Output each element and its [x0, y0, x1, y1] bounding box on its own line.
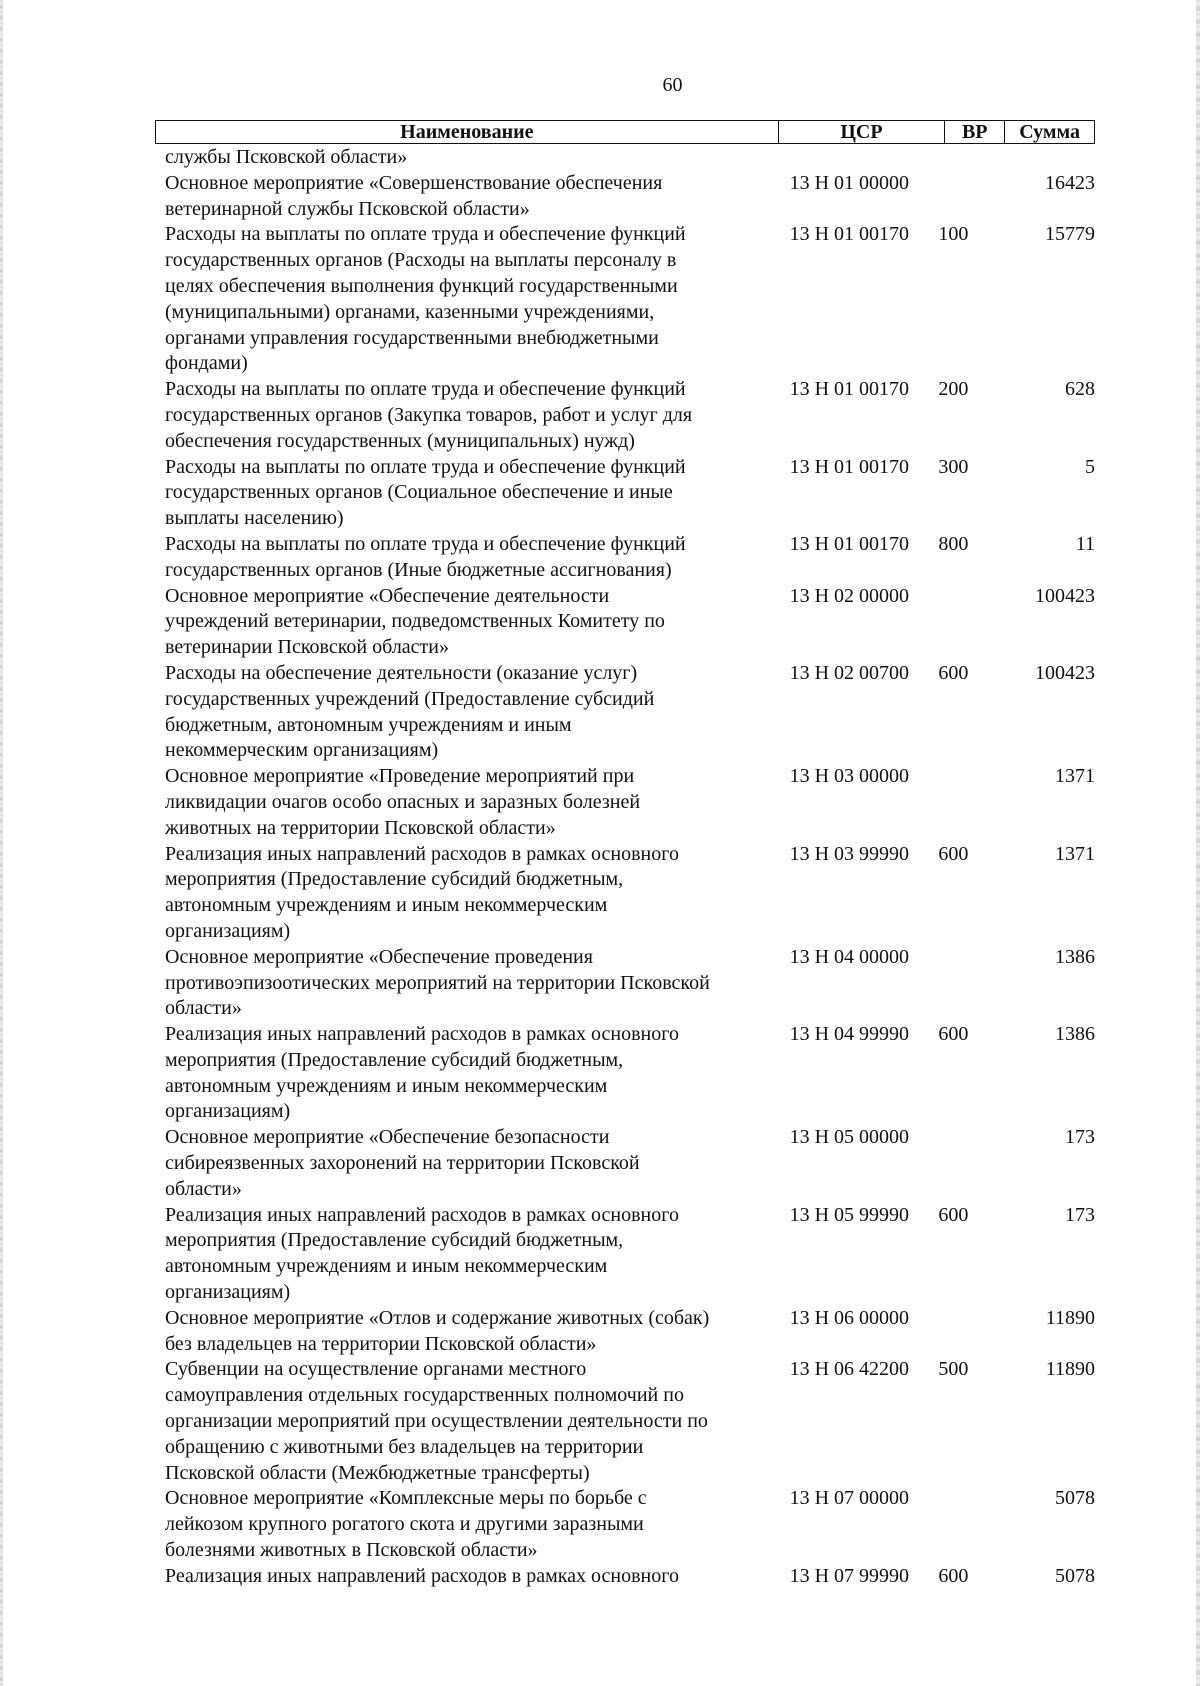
table-row — [155, 584, 1095, 661]
table-row — [155, 1306, 1095, 1358]
row-name-line: лейкозом крупного рогатого скота и другими заразными — [165, 1513, 644, 1536]
row-sum: 11 — [1075, 532, 1095, 555]
row-name-line: Реализация иных направлений расходов в рамках основного — [165, 842, 679, 865]
row-name-line: ветеринарии Псковской области» — [165, 636, 449, 659]
row-name-line: органами управления государственными внебюджетными — [165, 326, 659, 349]
row-csr: 13 Н 07 99990 — [789, 1564, 910, 1587]
row-name-line: Реализация иных направлений расходов в рамках основного — [165, 1564, 679, 1587]
row-vr: 600 — [938, 661, 969, 684]
row-vr: 600 — [938, 1023, 969, 1046]
row-name-line: учреждений ветеринарии, подведомственных Комитету по — [165, 610, 665, 633]
row-name — [155, 532, 790, 584]
table-row — [155, 764, 1095, 841]
header-vr: ВР — [944, 121, 1004, 143]
row-name-line: автономным учреждениям и иным некоммерческим — [165, 1255, 608, 1278]
row-sum: 11890 — [1045, 1306, 1095, 1329]
table-row — [155, 222, 1095, 377]
row-name — [155, 1486, 790, 1563]
row-name-line: организации мероприятий при осуществлении деятельности по — [165, 1410, 708, 1433]
row-vr: 500 — [938, 1358, 969, 1381]
row-name — [155, 842, 790, 945]
row-name-line: Расходы на обеспечение деятельности (оказание услуг) — [165, 661, 638, 684]
row-name-line: бюджетным, автономным учреждениям и иным — [165, 713, 572, 736]
row-name — [155, 661, 790, 764]
row-name-line: самоуправления отдельных государственных полномочий по — [165, 1384, 684, 1407]
table-header — [155, 120, 1095, 144]
row-name-line: ветеринарной службы Псковской области» — [165, 197, 530, 220]
row-name — [155, 377, 790, 454]
row-sum: 173 — [1065, 1126, 1095, 1149]
row-name — [155, 1306, 790, 1358]
row-csr: 13 Н 02 00000 — [789, 584, 910, 607]
header-name: Наименование — [400, 121, 534, 143]
table-row — [155, 1203, 1095, 1306]
row-name-line: государственных органов (Иные бюджетные ассигнования) — [165, 558, 672, 581]
row-csr: 13 Н 01 00170 — [789, 532, 910, 555]
row-vr: 600 — [938, 842, 969, 865]
row-name-line: целях обеспечения выполнения функций государственными — [165, 274, 678, 297]
table-row — [155, 1357, 1095, 1486]
row-name-line: Основное мероприятие «Обеспечение безопасности — [165, 1126, 610, 1149]
row-name-line: выплаты населению) — [165, 507, 344, 530]
row-name-line: государственных органов (Расходы на выплаты персоналу в — [165, 249, 677, 272]
row-vr — [934, 1486, 996, 1563]
row-name — [155, 171, 790, 223]
row-name — [155, 455, 790, 532]
table-row — [155, 1564, 1095, 1590]
row-name-line: области» — [165, 1177, 242, 1200]
row-name-line: Субвенции на осуществление органами местного — [165, 1358, 587, 1381]
row-name — [155, 764, 790, 841]
row-name-line: Расходы на выплаты по оплате труда и обеспечение функций — [165, 378, 686, 401]
table-row — [155, 455, 1095, 532]
row-sum: 5 — [1085, 455, 1095, 478]
table-row — [155, 377, 1095, 454]
row-vr — [934, 145, 996, 171]
table-row — [155, 1125, 1095, 1202]
row-vr — [934, 1306, 996, 1358]
row-name-line: мероприятия (Предоставление субсидий бюджетным, — [165, 868, 624, 891]
row-name-line: мероприятия (Предоставление субсидий бюджетным, — [165, 1048, 624, 1071]
row-name-line: автономным учреждениям и иным некоммерческим — [165, 1074, 608, 1097]
row-csr: 13 Н 05 00000 — [789, 1126, 910, 1149]
row-csr: 13 Н 05 99990 — [789, 1203, 910, 1226]
row-name-line: Реализация иных направлений расходов в рамках основного — [165, 1023, 679, 1046]
row-name-line: организациям) — [165, 1100, 291, 1123]
row-sum: 628 — [1065, 378, 1095, 401]
row-vr: 800 — [938, 532, 969, 555]
row-csr: 13 Н 06 00000 — [789, 1306, 910, 1329]
budget-table — [155, 120, 1095, 1590]
row-csr: 13 Н 04 00000 — [789, 945, 910, 968]
row-vr — [934, 764, 996, 841]
row-name — [155, 1125, 790, 1202]
table-row — [155, 532, 1095, 584]
row-csr: 13 Н 06 42200 — [789, 1358, 910, 1381]
row-name — [155, 1564, 790, 1590]
row-csr: 13 Н 03 99990 — [789, 842, 910, 865]
row-sum: 1386 — [1055, 945, 1095, 968]
row-name-line: Основное мероприятие «Обеспечение деятельности — [165, 584, 610, 607]
table-row — [155, 145, 1095, 171]
row-vr — [934, 945, 996, 1022]
table-body — [155, 145, 1095, 1590]
row-name-line: обращению с животными без владельцев на территории — [165, 1435, 644, 1458]
row-name-line: Расходы на выплаты по оплате труда и обеспечение функций — [165, 223, 686, 246]
row-name-line: Основное мероприятие «Обеспечение проведения — [165, 945, 593, 968]
row-sum: 100423 — [1035, 584, 1095, 607]
row-csr: 13 Н 07 00000 — [789, 1487, 910, 1510]
row-vr: 100 — [938, 223, 969, 246]
row-vr — [934, 171, 996, 223]
row-sum: 16423 — [1045, 171, 1095, 194]
row-name-line: области» — [165, 997, 242, 1020]
row-sum — [996, 145, 1095, 171]
row-sum: 173 — [1065, 1203, 1095, 1226]
row-name-line: фондами) — [165, 352, 248, 375]
row-sum: 11890 — [1045, 1358, 1095, 1381]
row-sum: 1371 — [1055, 842, 1095, 865]
table-row — [155, 1486, 1095, 1563]
row-name — [155, 1203, 790, 1306]
row-sum: 5078 — [1055, 1564, 1095, 1587]
table-row — [155, 842, 1095, 945]
row-sum: 1371 — [1055, 765, 1095, 788]
table-row — [155, 661, 1095, 764]
scan-edge-left — [0, 0, 3, 1686]
row-name-line: Расходы на выплаты по оплате труда и обеспечение функций — [165, 455, 686, 478]
row-name — [155, 145, 790, 171]
row-sum: 100423 — [1035, 661, 1095, 684]
row-csr: 13 Н 04 99990 — [789, 1023, 910, 1046]
row-name-line: противоэпизоотических мероприятий на территории Псковской — [165, 971, 710, 994]
row-name-line: Основное мероприятие «Комплексные меры по борьбе с — [165, 1487, 647, 1510]
scan-edge-right — [1196, 0, 1200, 1686]
table-row — [155, 945, 1095, 1022]
row-name-line: болезнями животных в Псковской области» — [165, 1539, 538, 1562]
row-name-line: (муниципальными) органами, казенными учреждениями, — [165, 300, 655, 323]
row-csr: 13 Н 01 00170 — [789, 455, 910, 478]
row-name-line: автономным учреждениям и иным некоммерческим — [165, 894, 608, 917]
row-name — [155, 584, 790, 661]
row-name-line: государственных органов (Социальное обеспечение и иные — [165, 481, 673, 504]
row-name-line: государственных органов (Закупка товаров, работ и услуг для — [165, 403, 693, 426]
row-csr: 13 Н 01 00170 — [789, 378, 910, 401]
header-sum: Сумма — [1004, 121, 1094, 143]
row-name-line: животных на территории Псковской области» — [165, 816, 556, 839]
row-name-line: Основное мероприятие «Совершенствование обеспечения — [165, 171, 663, 194]
row-csr: 13 Н 02 00700 — [789, 661, 910, 684]
row-sum: 1386 — [1055, 1023, 1095, 1046]
row-sum: 15779 — [1045, 223, 1095, 246]
row-csr — [790, 145, 935, 171]
row-name-line: Расходы на выплаты по оплате труда и обеспечение функций — [165, 532, 686, 555]
header-csr: ЦСР — [778, 121, 945, 143]
row-vr: 300 — [938, 455, 969, 478]
page-number: 60 — [662, 74, 683, 96]
row-name-line: мероприятия (Предоставление субсидий бюджетным, — [165, 1229, 624, 1252]
row-name — [155, 222, 790, 377]
row-name-line: организациям) — [165, 919, 291, 942]
row-name — [155, 1022, 790, 1125]
row-vr — [934, 584, 996, 661]
row-csr: 13 Н 01 00170 — [789, 223, 910, 246]
row-name-line: без владельцев на территории Псковской области» — [165, 1332, 597, 1355]
row-name-line: Псковской области (Межбюджетные трансферты) — [165, 1461, 590, 1484]
table-row — [155, 171, 1095, 223]
row-name-line: Основное мероприятие «Проведение мероприятий при — [165, 765, 635, 788]
row-name-line: ликвидации очагов особо опасных и заразных болезней — [165, 790, 641, 813]
row-sum: 5078 — [1055, 1487, 1095, 1510]
row-name — [155, 945, 790, 1022]
row-name-line: организациям) — [165, 1281, 291, 1304]
table-row — [155, 1022, 1095, 1125]
row-vr: 200 — [938, 378, 969, 401]
row-name-line: обеспечения государственных (муниципальных) нужд) — [165, 429, 635, 452]
row-name-line: Основное мероприятие «Отлов и содержание животных (собак) — [165, 1306, 710, 1329]
row-name-line: некоммерческим организациям) — [165, 739, 439, 762]
row-name-line: сибиреязвенных захоронений на территории Псковской — [165, 1152, 640, 1175]
row-vr: 600 — [938, 1203, 969, 1226]
row-name-line: государственных учреждений (Предоставление субсидий — [165, 687, 655, 710]
row-vr: 600 — [938, 1564, 969, 1587]
row-vr — [934, 1125, 996, 1202]
row-csr: 13 Н 03 00000 — [789, 765, 910, 788]
row-csr: 13 Н 01 00000 — [789, 171, 910, 194]
row-name — [155, 1357, 790, 1486]
row-name-line: службы Псковской области» — [165, 146, 408, 168]
row-name-line: Реализация иных направлений расходов в рамках основного — [165, 1203, 679, 1226]
